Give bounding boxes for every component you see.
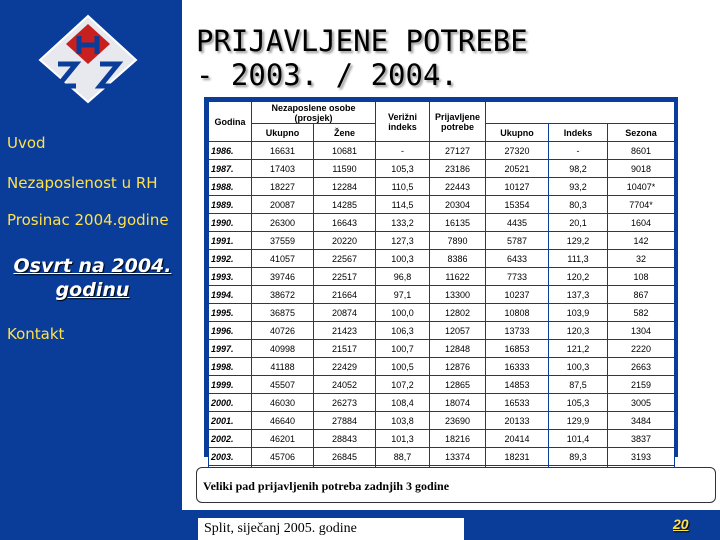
table-cell: 129,9: [549, 412, 608, 430]
table-cell: 41188: [252, 358, 314, 376]
table-cell: 20087: [252, 196, 314, 214]
table-cell: 27127: [430, 142, 486, 160]
table-cell: 133,2: [376, 214, 430, 232]
table-cell: 26300: [252, 214, 314, 232]
table-cell: 38672: [252, 286, 314, 304]
table-cell: 97,1: [376, 286, 430, 304]
table-cell: 36875: [252, 304, 314, 322]
table-cell: 18074: [430, 394, 486, 412]
table-row: [209, 178, 675, 196]
year-cell: 1991.: [209, 232, 252, 250]
table-cell: 21423: [314, 322, 376, 340]
year-cell: 1995.: [209, 304, 252, 322]
table-cell: 96,8: [376, 268, 430, 286]
table-cell: 8386: [430, 250, 486, 268]
table-row: [209, 268, 675, 286]
table-cell: 2663: [608, 358, 675, 376]
caption-text: Veliki pad prijavljenih potreba zadnjih 3 godine: [203, 479, 450, 493]
table-cell: 7733: [486, 268, 549, 286]
nav-item-nezaposlenost[interactable]: Nezaposlenost u RH: [7, 174, 158, 192]
year-cell: 1999.: [209, 376, 252, 394]
table-cell: 17403: [252, 160, 314, 178]
table-cell: 120,3: [549, 322, 608, 340]
table-row: [209, 376, 675, 394]
table-cell: 22567: [314, 250, 376, 268]
table-cell: 110,5: [376, 178, 430, 196]
table-cell: 46030: [252, 394, 314, 412]
nav-item-kontakt[interactable]: Kontakt: [7, 325, 65, 343]
table-cell: 10407*: [608, 178, 675, 196]
table-cell: 12865: [430, 376, 486, 394]
header-nezaposlene-osobe: Nezaposlene osobe (prosjek): [252, 102, 376, 124]
table-cell: 1604: [608, 214, 675, 232]
table-cell: 11590: [314, 160, 376, 178]
table-cell: 16533: [486, 394, 549, 412]
table-cell: 12802: [430, 304, 486, 322]
table-cell: 105,3: [549, 394, 608, 412]
nav-item-uvod[interactable]: Uvod: [7, 134, 46, 152]
table-cell: 20874: [314, 304, 376, 322]
table-cell: 15354: [486, 196, 549, 214]
table-cell: 2159: [608, 376, 675, 394]
table-cell: 12876: [430, 358, 486, 376]
table-cell: 27884: [314, 412, 376, 430]
table-row: [209, 430, 675, 448]
table-cell: 93,2: [549, 178, 608, 196]
table-cell: 10237: [486, 286, 549, 304]
table-cell: 10127: [486, 178, 549, 196]
table-cell: 4435: [486, 214, 549, 232]
table-cell: 111,3: [549, 250, 608, 268]
table-cell: 20,1: [549, 214, 608, 232]
table-cell: 129,2: [549, 232, 608, 250]
year-cell: 1992.: [209, 250, 252, 268]
year-cell: 2002.: [209, 430, 252, 448]
table-cell: 20133: [486, 412, 549, 430]
table-cell: 46201: [252, 430, 314, 448]
year-cell: 1989.: [209, 196, 252, 214]
year-cell: 1997.: [209, 340, 252, 358]
table-cell: 120,2: [549, 268, 608, 286]
hzz-logo-icon: [38, 14, 138, 104]
table-row: [209, 250, 675, 268]
year-cell: 1988.: [209, 178, 252, 196]
table-cell: 3484: [608, 412, 675, 430]
sidebar: [0, 0, 182, 540]
table-cell: -: [549, 142, 608, 160]
table-cell: 20304: [430, 196, 486, 214]
year-cell: 1986.: [209, 142, 252, 160]
table-cell: 26273: [314, 394, 376, 412]
table-cell: 18231: [486, 448, 549, 466]
table-cell: 23186: [430, 160, 486, 178]
table-cell: 8601: [608, 142, 675, 160]
table-cell: 18216: [430, 430, 486, 448]
table-cell: 101,4: [549, 430, 608, 448]
table-row: [209, 412, 675, 430]
table-row: [209, 232, 675, 250]
table-cell: 41057: [252, 250, 314, 268]
header-prijavljene-potrebe: Prijavljene potrebe: [430, 102, 486, 142]
table-row: [209, 394, 675, 412]
data-table: [208, 101, 675, 484]
table-cell: 22429: [314, 358, 376, 376]
caption-box: [196, 467, 716, 503]
table-cell: 867: [608, 286, 675, 304]
header-verizni-indeks: Verižni indeks: [376, 102, 430, 142]
table-cell: 89,3: [549, 448, 608, 466]
table-cell: 22443: [430, 178, 486, 196]
table-cell: 7704*: [608, 196, 675, 214]
table-cell: 1304: [608, 322, 675, 340]
table-cell: 20521: [486, 160, 549, 178]
year-cell: 1998.: [209, 358, 252, 376]
table-cell: 13374: [430, 448, 486, 466]
table-cell: 21517: [314, 340, 376, 358]
table-cell: 137,3: [549, 286, 608, 304]
table-cell: 45507: [252, 376, 314, 394]
header-ukupno-zaposljavanje: Ukupno: [486, 124, 549, 142]
table-cell: 27320: [486, 142, 549, 160]
table-cell: 13733: [486, 322, 549, 340]
table-cell: 88,7: [376, 448, 430, 466]
table-row: [209, 142, 675, 160]
table-cell: 23690: [430, 412, 486, 430]
table-cell: 46640: [252, 412, 314, 430]
slide-title-line1: PRIJAVLJENE POTREBE: [196, 24, 528, 58]
year-cell: 2000.: [209, 394, 252, 412]
table-row: [209, 214, 675, 232]
footer-text: Split, siječanj 2005. godine: [198, 518, 464, 540]
table-cell: 28843: [314, 430, 376, 448]
table-cell: -: [376, 142, 430, 160]
table-cell: 98,2: [549, 160, 608, 178]
table-cell: 40998: [252, 340, 314, 358]
table-row: [209, 358, 675, 376]
table-cell: 39746: [252, 268, 314, 286]
table-cell: 3005: [608, 394, 675, 412]
table-cell: 100,7: [376, 340, 430, 358]
table-cell: 3837: [608, 430, 675, 448]
table-cell: 11622: [430, 268, 486, 286]
table-cell: 16643: [314, 214, 376, 232]
table-cell: 100,3: [549, 358, 608, 376]
year-cell: 1994.: [209, 286, 252, 304]
table-cell: 100,5: [376, 358, 430, 376]
table-cell: 45706: [252, 448, 314, 466]
table-cell: 40726: [252, 322, 314, 340]
table-cell: 16333: [486, 358, 549, 376]
table-cell: 12848: [430, 340, 486, 358]
slide-title: [196, 24, 528, 92]
nav-item-osvrt-2004[interactable]: Osvrt na 2004. godinu: [13, 255, 172, 301]
table-cell: 105,3: [376, 160, 430, 178]
table-cell: 87,5: [549, 376, 608, 394]
table-cell: 20414: [486, 430, 549, 448]
slide-title-line2: - 2003. / 2004.: [196, 58, 458, 92]
table-cell: 18227: [252, 178, 314, 196]
header-ukupno: Ukupno: [252, 124, 314, 142]
table-cell: 16853: [486, 340, 549, 358]
year-cell: 1993.: [209, 268, 252, 286]
header-broj-zaposljavanja: [486, 102, 675, 124]
year-cell: 1996.: [209, 322, 252, 340]
table-cell: 108: [608, 268, 675, 286]
table-cell: 9018: [608, 160, 675, 178]
table-cell: 101,3: [376, 430, 430, 448]
table-cell: 7890: [430, 232, 486, 250]
table-cell: 13300: [430, 286, 486, 304]
table-cell: 5787: [486, 232, 549, 250]
table-cell: 103,9: [549, 304, 608, 322]
table-row: [209, 304, 675, 322]
table-cell: 24052: [314, 376, 376, 394]
table-cell: 16135: [430, 214, 486, 232]
year-cell: 2003.: [209, 448, 252, 466]
table-cell: 12284: [314, 178, 376, 196]
table-cell: 6433: [486, 250, 549, 268]
table-row: [209, 286, 675, 304]
table-cell: 20220: [314, 232, 376, 250]
header-indeks: Indeks: [549, 124, 608, 142]
table-cell: 14285: [314, 196, 376, 214]
table-cell: 100,3: [376, 250, 430, 268]
table-cell: 37559: [252, 232, 314, 250]
table-row: [209, 196, 675, 214]
table-body: [209, 142, 675, 484]
table-cell: 12057: [430, 322, 486, 340]
page-number: 20: [673, 516, 689, 532]
table-cell: 2220: [608, 340, 675, 358]
table-row: [209, 340, 675, 358]
table-cell: 582: [608, 304, 675, 322]
data-table-frame: [204, 97, 678, 462]
table-cell: 108,4: [376, 394, 430, 412]
header-zene: Žene: [314, 124, 376, 142]
table-cell: 100,0: [376, 304, 430, 322]
table-cell: 106,3: [376, 322, 430, 340]
table-cell: 16631: [252, 142, 314, 160]
header-sezona: Sezona: [608, 124, 675, 142]
table-cell: 107,2: [376, 376, 430, 394]
table-cell: 10681: [314, 142, 376, 160]
table-cell: 21664: [314, 286, 376, 304]
table-cell: 103,8: [376, 412, 430, 430]
nav-item-prosinac-2004[interactable]: Prosinac 2004.godine: [7, 211, 169, 229]
table-row: [209, 322, 675, 340]
table-cell: 121,2: [549, 340, 608, 358]
table-cell: 22517: [314, 268, 376, 286]
table-cell: 10808: [486, 304, 549, 322]
table-cell: 32: [608, 250, 675, 268]
header-godina: Godina: [209, 102, 252, 142]
table-cell: 127,3: [376, 232, 430, 250]
table-cell: 14853: [486, 376, 549, 394]
table-row: [209, 160, 675, 178]
table-cell: 114,5: [376, 196, 430, 214]
table-row: [209, 448, 675, 466]
year-cell: 1987.: [209, 160, 252, 178]
year-cell: 1990.: [209, 214, 252, 232]
year-cell: 2001.: [209, 412, 252, 430]
table-cell: 3193: [608, 448, 675, 466]
table-cell: 142: [608, 232, 675, 250]
table-cell: 80,3: [549, 196, 608, 214]
table-cell: 26845: [314, 448, 376, 466]
